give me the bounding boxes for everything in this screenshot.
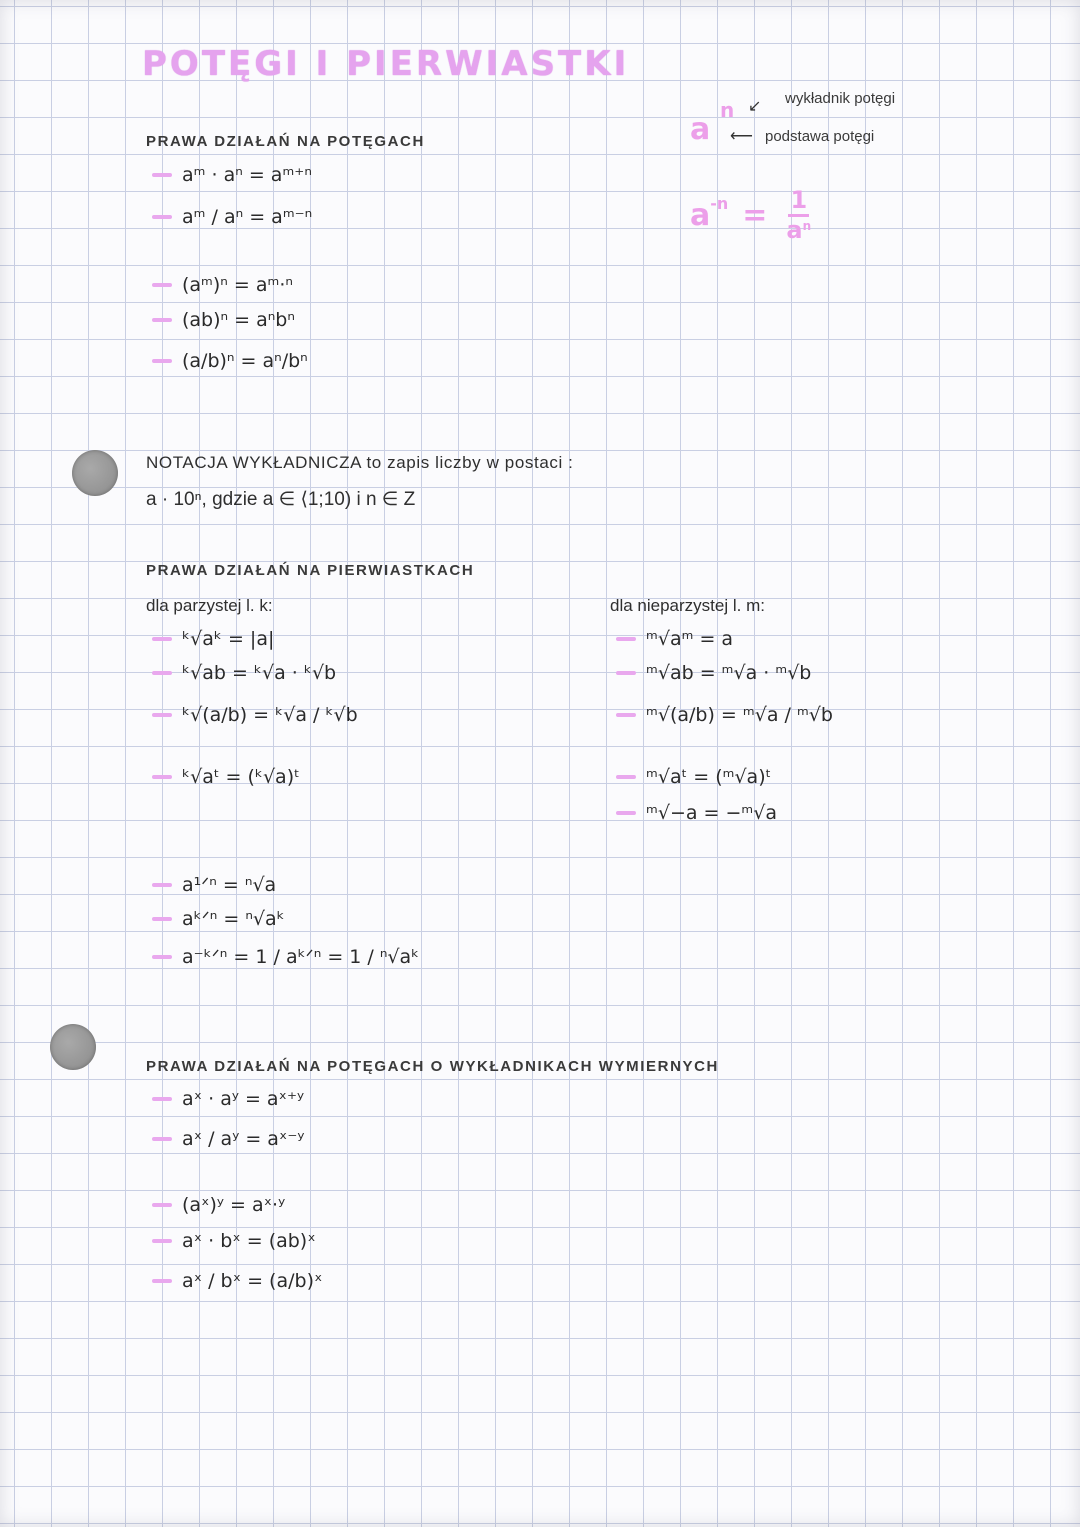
power-rule-1-text: aᵐ · aⁿ = aᵐ⁺ⁿ — [182, 164, 312, 186]
annotation-base: a — [690, 112, 711, 147]
bullet — [152, 215, 172, 219]
rational-rule-4 — [152, 1230, 316, 1252]
power-rule-3-text: (aᵐ)ⁿ = aᵐ·ⁿ — [182, 274, 293, 296]
even-root-rule-1 — [152, 628, 274, 650]
rational-rule-2-text: aˣ / aʸ = aˣ⁻ʸ — [182, 1128, 305, 1150]
odd-root-rule-2 — [616, 662, 811, 684]
power-rule-5-text: (a/b)ⁿ = aⁿ/bⁿ — [182, 350, 308, 372]
neg-power-exp: -n — [710, 194, 729, 214]
annotation-exponent: n — [720, 98, 735, 122]
page-title: POTĘGI I PIERWIASTKI — [142, 44, 630, 84]
power-rule-4 — [152, 309, 295, 331]
odd-root-rule-3 — [616, 704, 833, 726]
bullet — [152, 359, 172, 363]
punch-hole-top — [72, 450, 118, 496]
bullet — [616, 637, 636, 641]
fractional-rule-3 — [152, 946, 419, 968]
rational-rule-3-text: (aˣ)ʸ = aˣ·ʸ — [182, 1194, 286, 1216]
neg-power-equals: = — [742, 198, 768, 234]
power-rule-4-text: (ab)ⁿ = aⁿbⁿ — [182, 309, 295, 331]
fractional-rule-3-text: a⁻ᵏᐟⁿ = 1 / aᵏᐟⁿ = 1 / ⁿ√aᵏ — [182, 946, 420, 968]
bullet — [616, 775, 636, 779]
bullet — [152, 713, 172, 717]
rational-rule-1 — [152, 1088, 304, 1110]
even-root-rule-2 — [152, 662, 336, 684]
odd-root-rule-4-text: ᵐ√aᵗ = (ᵐ√a)ᵗ — [646, 766, 772, 788]
bullet — [616, 671, 636, 675]
fractional-rule-1-text: a¹ᐟⁿ = ⁿ√a — [182, 874, 277, 896]
bullet — [152, 917, 172, 921]
odd-root-label: dla nieparzystej l. m: — [610, 596, 765, 615]
rational-rule-4-text: aˣ · bˣ = (ab)ˣ — [182, 1230, 316, 1252]
rational-rule-1-text: aˣ · aʸ = aˣ⁺ʸ — [182, 1088, 305, 1110]
bullet — [152, 1203, 172, 1207]
odd-root-rule-2-text: ᵐ√ab = ᵐ√a · ᵐ√b — [646, 662, 812, 684]
neg-power-den: $a^n$ — [786, 216, 812, 245]
even-root-rule-2-text: ᵏ√ab = ᵏ√a · ᵏ√b — [182, 662, 337, 684]
even-root-rule-3-text: ᵏ√(a/b) = ᵏ√a / ᵏ√b — [182, 704, 358, 726]
even-root-rule-1-text: ᵏ√aᵏ = |a| — [182, 628, 275, 650]
exponent-arrow: ↙ — [748, 98, 762, 115]
bullet — [152, 883, 172, 887]
notation-definition: NOTACJA WYKŁADNICZA to zapis liczby w postaci : — [146, 453, 574, 472]
section-root-laws-heading: PRAWA DZIAŁAŃ NA PIERWIASTKACH — [146, 562, 475, 579]
fractional-rule-1 — [152, 874, 276, 896]
bullet — [152, 1137, 172, 1141]
neg-power-num: 1 — [788, 188, 809, 217]
rational-rule-2 — [152, 1128, 304, 1150]
negative-power-formula — [690, 188, 816, 243]
bullet — [152, 318, 172, 322]
even-root-rule-3 — [152, 704, 358, 726]
bullet — [616, 713, 636, 717]
bullet — [152, 1097, 172, 1101]
even-root-label: dla parzystej l. k: — [146, 596, 273, 615]
odd-root-rule-1 — [616, 628, 733, 650]
neg-power-fraction — [784, 188, 813, 243]
power-rule-2-text: aᵐ / aⁿ = aᵐ⁻ⁿ — [182, 206, 313, 228]
bullet — [152, 1239, 172, 1243]
bullet — [152, 283, 172, 287]
bullet — [152, 955, 172, 959]
bullet — [152, 775, 172, 779]
exponent-label: wykładnik potęgi — [785, 90, 896, 107]
power-rule-3 — [152, 274, 293, 296]
power-rule-2 — [152, 206, 312, 228]
power-annotation — [690, 86, 980, 156]
section-power-laws-heading: PRAWA DZIAŁAŃ NA POTĘGACH — [146, 133, 425, 150]
section-rational-exponents-heading: PRAWA DZIAŁAŃ NA POTĘGACH O WYKŁADNIKACH WYMIERNYCH — [146, 1058, 719, 1075]
fractional-rule-2-text: aᵏᐟⁿ = ⁿ√aᵏ — [182, 908, 285, 930]
fractional-rule-2 — [152, 908, 285, 930]
notation-formula: a · 10ⁿ, gdzie a ∈ ⟨1;10) i n ∈ Z — [146, 489, 416, 510]
power-rule-5 — [152, 350, 308, 372]
odd-root-rule-3-text: ᵐ√(a/b) = ᵐ√a / ᵐ√b — [646, 704, 833, 726]
bullet — [152, 1279, 172, 1283]
odd-root-rule-1-text: ᵐ√aᵐ = a — [646, 628, 734, 650]
odd-root-rule-4 — [616, 766, 771, 788]
rational-rule-5-text: aˣ / bˣ = (a/b)ˣ — [182, 1270, 323, 1292]
base-arrow: ⟵ — [730, 128, 753, 145]
odd-root-rule-5-text: ᵐ√−a = −ᵐ√a — [646, 802, 778, 824]
rational-rule-3 — [152, 1194, 285, 1216]
bullet — [152, 637, 172, 641]
even-root-rule-4 — [152, 766, 300, 788]
bullet — [616, 811, 636, 815]
neg-power-base: a — [690, 198, 711, 234]
even-root-rule-4-text: ᵏ√aᵗ = (ᵏ√a)ᵗ — [182, 766, 300, 788]
rational-rule-5 — [152, 1270, 322, 1292]
punch-hole-bottom — [50, 1024, 96, 1070]
odd-root-rule-5 — [616, 802, 777, 824]
bullet — [152, 671, 172, 675]
bullet — [152, 173, 172, 177]
power-rule-1 — [152, 164, 312, 186]
base-label: podstawa potęgi — [765, 128, 875, 145]
